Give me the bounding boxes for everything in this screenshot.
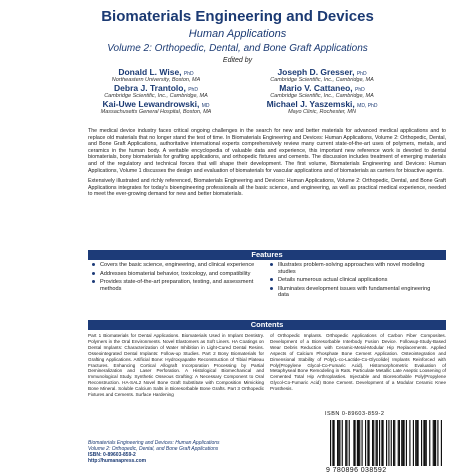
bullet-icon [270, 278, 273, 281]
barcode-bar [437, 420, 438, 466]
editor-affiliation: Mayo Clinic, Rochester, MN [288, 109, 356, 115]
barcode-bar [332, 420, 333, 466]
barcode-bar [369, 420, 370, 466]
feature-text: Details numerous actual clinical applications [278, 277, 388, 284]
barcode-bar [349, 420, 350, 466]
edited-by-label: Edited by [222, 57, 253, 64]
barcode-bar [358, 420, 359, 466]
barcode-bar [435, 420, 436, 466]
editor-credential: PhD [355, 87, 365, 93]
barcode-bar [334, 420, 335, 466]
barcode-bar [426, 420, 427, 466]
editor-name: Joseph D. Gresser, [277, 67, 355, 77]
editor-affiliation: Cambridge Scientific, Inc., Cambridge, MA [270, 77, 374, 83]
barcode-bar [353, 420, 354, 466]
book-title: Biomaterials Engineering and Devices [101, 8, 374, 25]
barcode-bar [379, 420, 380, 466]
publisher-link[interactable]: http://humanapress.com [88, 458, 147, 464]
editor-affiliation: Northeastern University, Boston, MA [111, 77, 201, 83]
barcode-bar [357, 420, 358, 466]
editor-affiliation: Massachusetts General Hospital, Boston, MA [100, 109, 212, 115]
barcode-bar [416, 420, 417, 466]
barcode-bar [391, 420, 392, 466]
bullet-icon [92, 272, 95, 275]
barcode-bar [365, 420, 366, 466]
barcode-bar [441, 420, 442, 466]
feature-item [270, 277, 440, 284]
bullet-icon [270, 287, 273, 290]
barcode-bar [376, 420, 377, 466]
editor-name: Mario V. Cattaneo, [279, 83, 353, 93]
editor-2 [222, 68, 422, 84]
barcode-bar [362, 420, 363, 466]
barcode-bar [429, 420, 430, 466]
barcode-bar [433, 420, 434, 466]
editor-affiliation: Cambridge Scientific, Inc., Cambridge, MA [270, 93, 374, 99]
barcode-bar [342, 420, 343, 466]
editor-credential: MD [201, 103, 210, 109]
barcode-bar [367, 420, 368, 466]
barcode-bar [399, 420, 400, 466]
barcode-bar [338, 420, 339, 466]
barcode-bar [345, 420, 346, 466]
footer-title-line: Biomaterials Engineering and Devices: Human Applications [88, 440, 220, 446]
feature-item [270, 286, 440, 299]
footer-info [88, 440, 288, 464]
feature-text: Illuminates development issues with fundamental engineering data [278, 285, 431, 299]
feature-text: Provides state-of-the-art preparation, testing, and assessment methods [100, 279, 254, 292]
feature-text: Illustrates problem-solving approaches with novel modeling studies [278, 262, 425, 275]
barcode-bar [423, 420, 424, 466]
cover-header [0, 0, 475, 120]
feature-item [92, 271, 262, 278]
editor-affiliation: Cambridge Scientific, Inc., Cambridge, MA [104, 93, 208, 99]
description-paragraph-2: Extensively illustrated and richly referenced, Biomaterials Engineering and Devices: Human Applications, Volume 2: Orthopedic, Dental, and Bone Graft Applications integrates for today's bioengineering professionals all the basic science, and engineering, as well as practical medical experience, needed to meet the ever-growing demand for new and better biomaterials. [88, 178, 446, 198]
description-paragraph-1: The medical device industry faces critical ongoing challenges in the search for new and better materials for advanced medical applications and to replace old materials that no longer stand the test of time. In Biomaterials Engineering and Devices: Human Applications, Volume 2: Orthopedic, Dental, and Bone Graft Applications, authoritative international experts comprehensively review many current state-of-the-art uses of polymers, metals, and ceramics in the human body. A veritable encyclopedia of valuable data and experience, this important new reference work is devoted to dental biomaterials, bony biomaterials for grafting applications, and orthopedic fixtures and cements. The discussion includes treatment of emerging materials and of the regulatory and technical forces that will shape their development. The first volume, Biomaterials Engineering and Devices: Human Applications, Volume 1 discusses the design and evaluation of biomaterials for vascular applications and of biomaterials as carriers for bioactive agents. [88, 128, 446, 174]
editor-credential: PhD [183, 71, 194, 77]
editor-6 [222, 100, 422, 116]
feature-text: Addresses biomaterial behavior, toxicology, and compatibility [100, 270, 251, 277]
editor-name: Donald L. Wise, [118, 67, 182, 77]
footer-volume-line: Volume 2: Orthopedic, Dental, and Bone Graft Applications [88, 446, 219, 452]
barcode-bar [409, 420, 410, 466]
editor-name: Michael J. Yaszemski, [266, 99, 355, 109]
barcode-bar [425, 420, 426, 466]
barcode-bar [386, 420, 387, 466]
barcode-bar [339, 420, 340, 466]
contents-left-column: Part 1 Biomaterials for Dental Applications. Biomaterials Used in Implant Dentistry. Polymers in the Oral Environments. Novel Elastomers as Soft Liners. HA Coatings on Dental Implants: Characterization of Water Inhibition in Light-Cured Dental Resins. Osseointegrated Dental Implants: Follow-up Studies. Part 2 Bony Biomaterials for Grafting Applications. Artificial Bone: Hydroxyapatite Reconstruction of Tibial Plateau Fractures. Enhancing Cortical Allograft Incorporation Processing by Partial Demineralization and Laser Perforation. A Histological Biomechanical and Immunological Study. Synthetic Osseous Grafting: A Necessary Component to Oral Reconstruction. HA-SAL2 Novel Bone Graft Substitute with Composition Mimicking Bone Mineral. Soluble Calcium Salts in Bioresorbable Bone Grafts. Part 3 Orthopedic Fixtures and Cements. Surface Hardening [88, 333, 264, 398]
barcode-bar [406, 420, 407, 466]
contents-right-column: of Orthopedic Implants. Orthopedic Applications of Carbon Fiber Composites. Development of a Bioresorbable Interbody Fusion Device. Followup-Study-Based Wear Debris Reduction with Ceramic-Metal-Modular Hip Replacements. Applied Aspects of Calcium Phosphate Bone Cement Application. Osteointegration and Dimensional Stability of Poly(L-co-Lactide-Co-Glycolide) Implants Reinforced with Poly(Propylene Glycol-Co-Fumaric Acid). Histomorphometric Evaluation of Metaphyseal Bone Remodeling in Rats. Particulate Metallic Late Aseptic Loosening of Cemented Total Hip Arthroplasties. Injectable and Bioresorbable Poly(Propylene Glycol-Co-Fumaric Acid) Bone Cement. Development of a Modular Ceramic Knee Prosthesis. [270, 333, 446, 392]
editor-credential: PhD [188, 87, 198, 93]
features-header: Features [88, 250, 446, 260]
editor-credential: PhD [356, 71, 367, 77]
features-left-column [92, 262, 262, 294]
barcode-bar [413, 420, 414, 466]
barcode-bar [434, 420, 435, 466]
barcode-bar [355, 420, 356, 466]
barcode-bar [359, 420, 360, 466]
barcode-bar [415, 420, 416, 466]
editor-name: Kai-Uwe Lewandrowski, [102, 99, 200, 109]
barcode-bar [383, 420, 384, 466]
barcode-bar [421, 420, 422, 466]
description [88, 128, 446, 202]
barcode-bar [330, 420, 331, 466]
barcode-digits: 9 780896 038592 [326, 467, 387, 474]
bullet-icon [92, 280, 95, 283]
bullet-icon [92, 263, 95, 266]
barcode-bar [372, 420, 373, 466]
barcode-bar [401, 420, 402, 466]
barcode-bar [346, 420, 347, 466]
volume-title: Volume 2: Orthopedic, Dental, and Bone Graft Applications [107, 43, 368, 54]
feature-item [270, 262, 440, 275]
barcode-bar [388, 420, 389, 466]
editor-credential: MD, PhD [357, 103, 378, 109]
feature-item [92, 279, 262, 292]
barcode-bar [398, 420, 399, 466]
editor-name: Debra J. Trantolo, [114, 83, 186, 93]
editor-4 [222, 84, 422, 100]
barcode-bar [393, 420, 394, 466]
book-subtitle: Human Applications [188, 28, 287, 40]
barcode-bar [381, 420, 382, 466]
bullet-icon [270, 263, 273, 266]
barcode-bar [404, 420, 405, 466]
features-right-column [270, 262, 440, 301]
barcode-bar [373, 420, 374, 466]
footer-isbn: ISBN: 0-89603-859-2 [88, 452, 136, 458]
barcode-bar [402, 420, 403, 466]
contents-header: Contents [88, 320, 446, 330]
barcode-bar [337, 420, 338, 466]
feature-item [92, 262, 262, 269]
barcode-bar [418, 420, 419, 466]
barcode-icon [330, 420, 442, 466]
feature-text: Covers the basic science, engineering, and clinical experience [100, 262, 255, 268]
barcode-bar [377, 420, 378, 466]
barcode-isbn-label: ISBN 0-89603-859-2 [325, 411, 385, 417]
barcode-bar [394, 420, 395, 466]
